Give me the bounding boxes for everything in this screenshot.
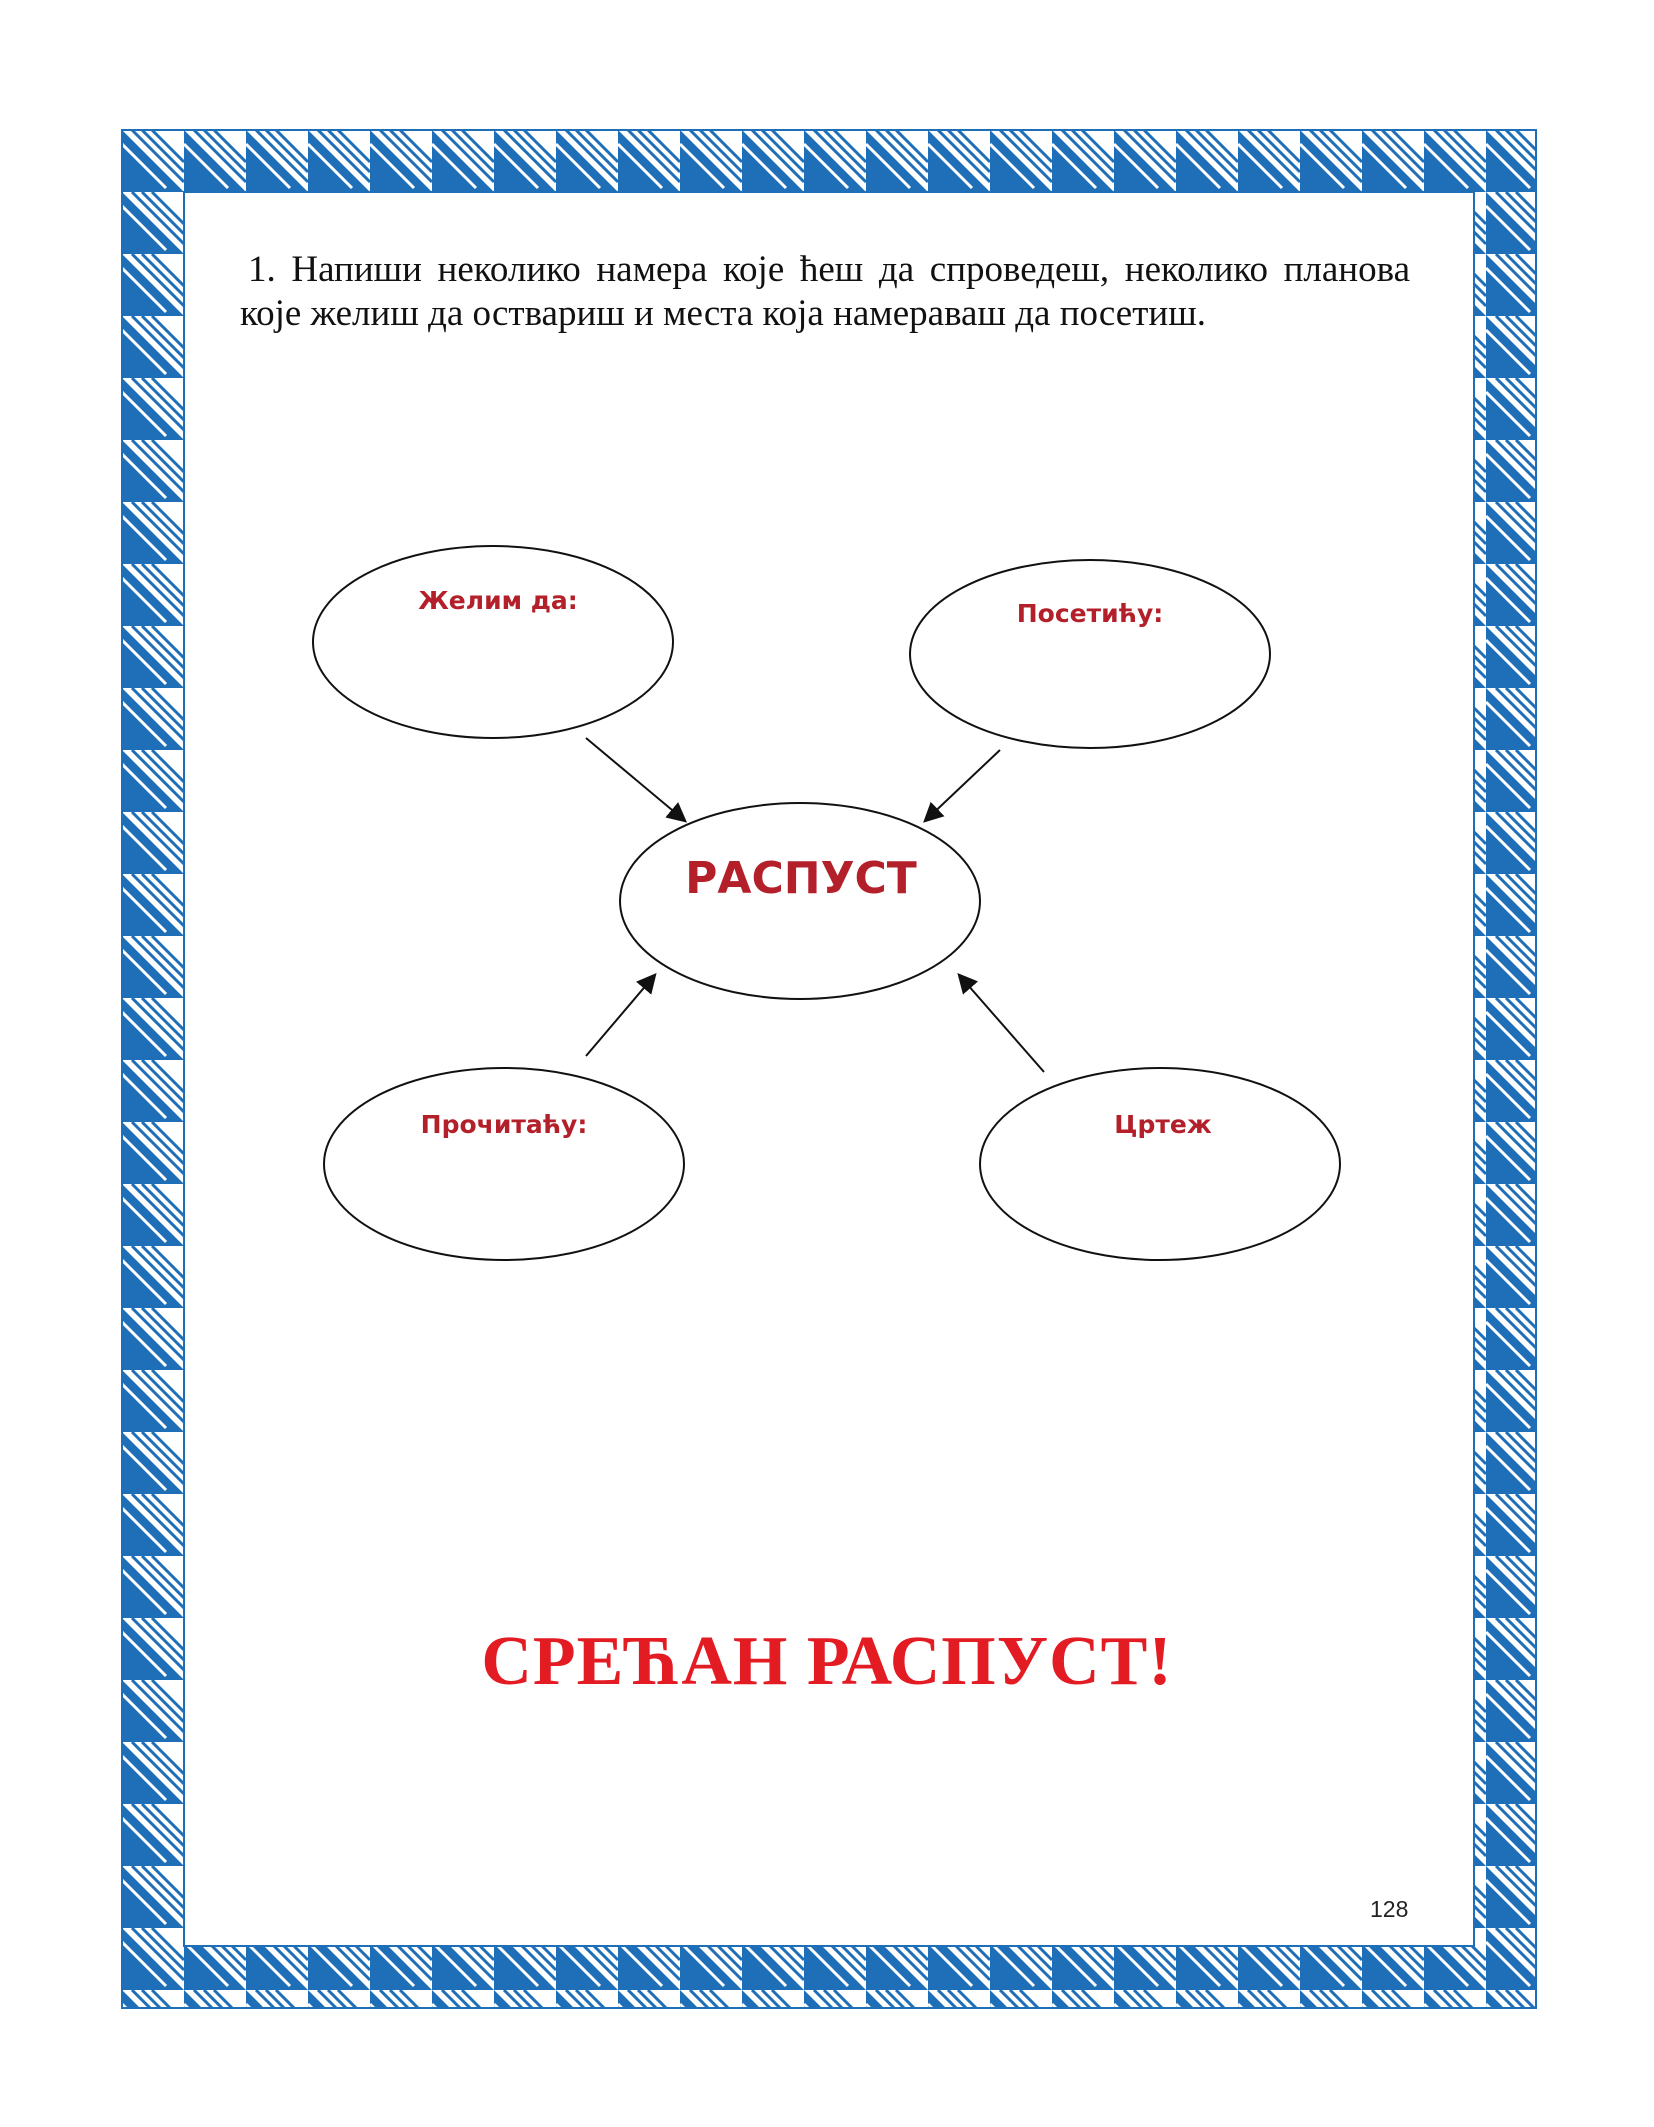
arrow-top-right xyxy=(926,750,1000,820)
arrow-top-left xyxy=(586,738,684,820)
arrow-bottom-left xyxy=(586,976,654,1056)
page-number: 128 xyxy=(1370,1896,1409,1922)
center-label: РАСПУСТ xyxy=(685,853,917,904)
bubble-bottom-left xyxy=(324,1068,684,1260)
bubble-label-top-left: Желим да: xyxy=(418,586,578,615)
instruction-body: Напиши неколико намера које ћеш да спроведеш, неколико планова које желиш да оствариш и места која намераваш да посетиш. xyxy=(240,249,1411,334)
bubble-center xyxy=(620,803,980,999)
arrow-bottom-right xyxy=(960,976,1044,1072)
bubble-top-left xyxy=(313,546,673,738)
bubble-bottom-right xyxy=(980,1068,1340,1260)
bubble-top-right xyxy=(910,560,1270,748)
bubble-label-top-right: Посетићу: xyxy=(1016,599,1164,628)
instruction-number: 1. xyxy=(248,249,276,290)
bubble-label-bottom-left: Прочитаћу: xyxy=(420,1110,588,1139)
bubble-label-bottom-right: Цртеж xyxy=(1114,1110,1212,1139)
closing-greeting: СРЕЋАН РАСПУСТ! xyxy=(481,1623,1173,1700)
